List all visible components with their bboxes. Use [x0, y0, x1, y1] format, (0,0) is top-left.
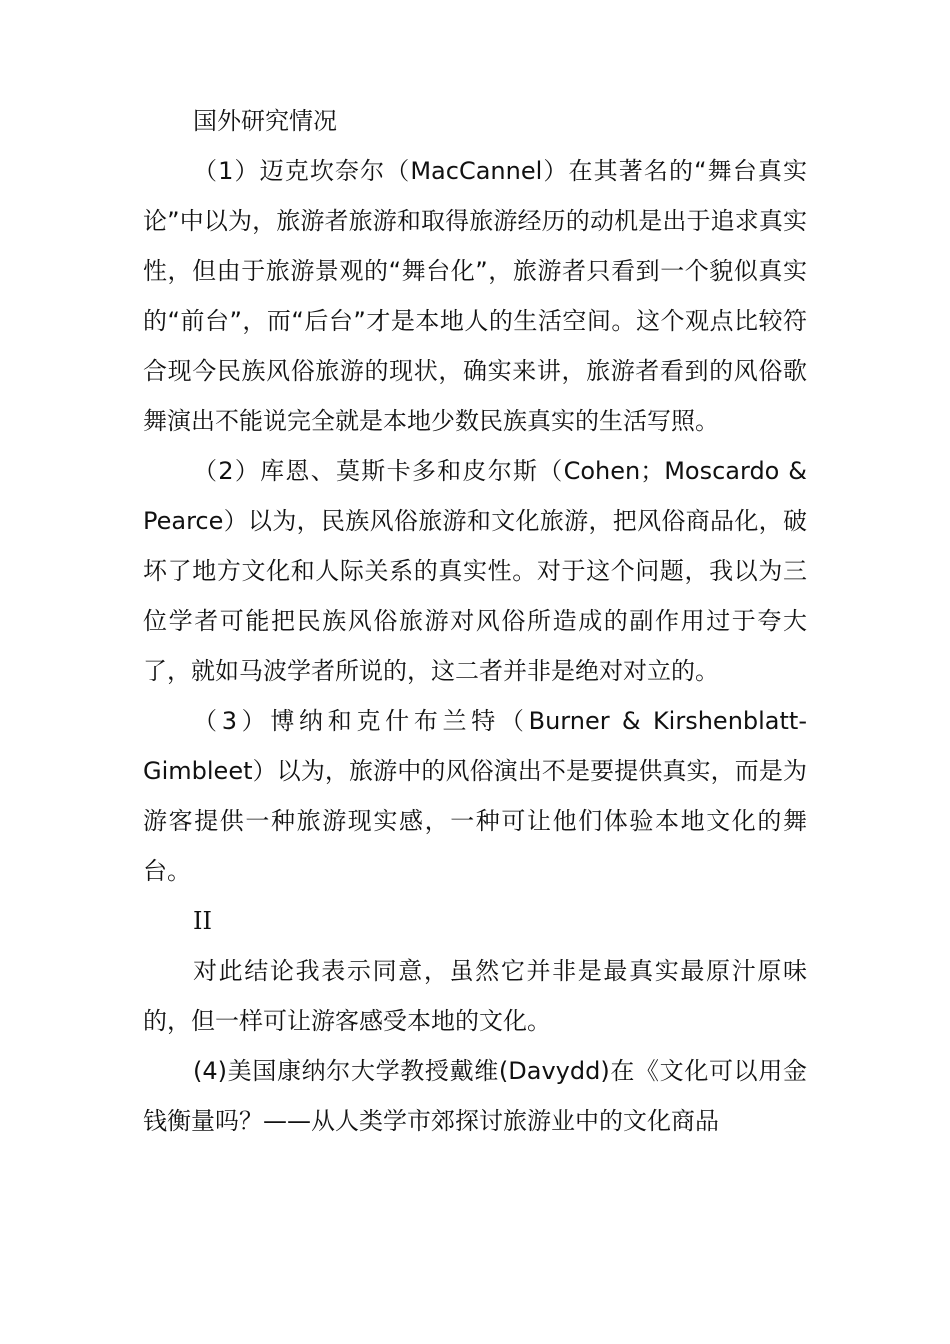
- document-body: [143, 96, 807, 1146]
- roman-numeral-marker: II: [193, 907, 212, 935]
- paragraph-burner: （3）博纳和克什布兰特（Burner & Kirshenblatt-Gimbleet）以为，旅游中的风俗演出不是要提供真实，而是为游客提供一种旅游现实感，一种可让他们体验本地文化的舞台。: [143, 707, 807, 885]
- paragraph-maccannell: （1）迈克坎奈尔（MacCannel）在其著名的“舞台真实论”中以为，旅游者旅游和取得旅游经历的动机是出于追求真实性，但由于旅游景观的“舞台化”，旅游者只看到一个貌似真实的“前台”，而“后台”才是本地人的生活空间。这个观点比较符合现今民族风俗旅游的现状，确实来讲，旅游者看到的风俗歌舞演出不能说完全就是本地少数民族真实的生活写照。: [143, 157, 807, 435]
- paragraph-cohen: （2）库恩、莫斯卡多和皮尔斯（Cohen；Moscardo & Pearce）以为，民族风俗旅游和文化旅游，把风俗商品化，破坏了地方文化和人际关系的真实性。对于这个问题，我以为三位学者可能把民族风俗旅游对风俗所造成的副作用过于夸大了，就如马波学者所说的，这二者并非是绝对对立的。: [143, 457, 807, 685]
- paragraph-agreement: 对此结论我表示同意，虽然它并非是最真实最原汁原味的，但一样可让游客感受本地的文化。: [143, 957, 807, 1035]
- section-heading: 国外研究情况: [193, 107, 337, 135]
- paragraph-davydd: (4)美国康纳尔大学教授戴维(Davydd)在《文化可以用金钱衡量吗？——从人类学市郊探讨旅游业中的文化商品: [143, 1057, 807, 1135]
